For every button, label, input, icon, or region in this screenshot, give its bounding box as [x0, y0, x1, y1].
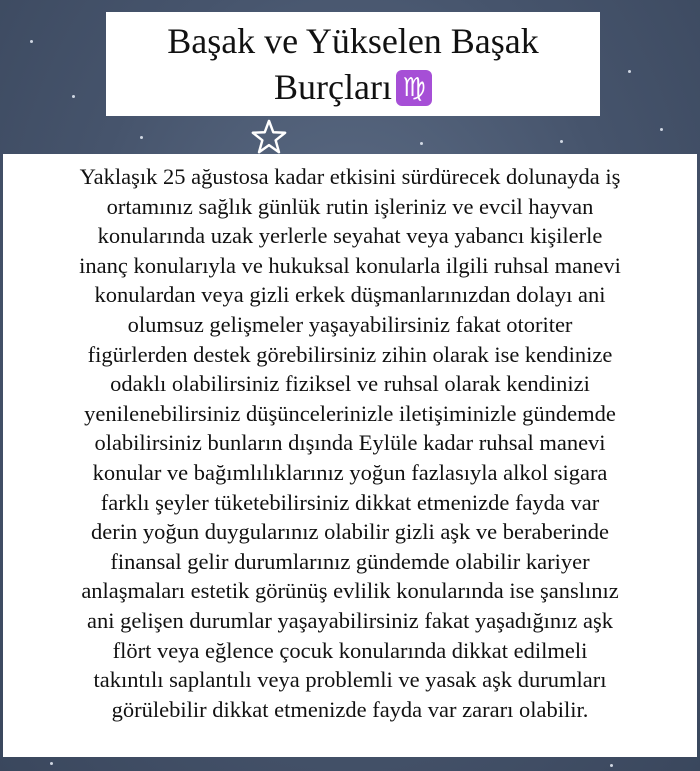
- text-line: olumsuz gelişmeler yaşayabilirsiniz fakat otoriter: [127, 311, 573, 337]
- text-line: konulardan veya gizli erkek düşmanlarınızdan dolayı ani: [94, 282, 606, 308]
- text-line: ani gelişen durumlar yaşayabilirsiniz fakat yaşadığınız aşk: [86, 607, 614, 633]
- virgo-icon: ♍: [396, 70, 432, 106]
- text-line: ortamınız sağlık günlük rutin işleriniz ve evcil hayvan: [106, 193, 594, 219]
- star-dot: [660, 128, 663, 131]
- text-line: farklı şeyler tüketebilirsiniz dikkat etmenizde fayda var: [100, 489, 600, 515]
- horoscope-text-panel: [3, 154, 697, 757]
- text-line: figürlerden destek görebilirsiniz zihin olarak ise kendinize: [87, 341, 613, 367]
- title-line-2: [106, 64, 600, 110]
- star-dot: [560, 140, 563, 143]
- text-line: Yaklaşık 25 ağustosa kadar etkisini sürdürecek dolunayda iş: [79, 164, 621, 189]
- star-dot: [50, 762, 53, 765]
- text-line: olabilirsiniz bunların dışında Eylüle kadar ruhsal manevi: [94, 430, 606, 456]
- star-dot: [420, 142, 423, 145]
- text-line: flört veya eğlence çocuk konularında dikkat edilmeli: [112, 637, 588, 663]
- title-card: [106, 12, 600, 116]
- text-line: konularında uzak yerlerle seyahat veya yabancı kişilerle: [97, 223, 603, 249]
- text-line: görülebilir dikkat etmenizde fayda var zararı olabilir.: [111, 696, 589, 722]
- text-line: yenilenebilirsiniz düşüncelerinizle iletişiminizle gündemde: [84, 400, 616, 426]
- star-dot: [30, 40, 33, 43]
- text-line: inanç konularıyla ve hukuksal konularla ilgili ruhsal manevi: [79, 252, 621, 278]
- title-line-2-text: Burçları: [274, 67, 392, 107]
- text-line: odaklı olabilirsiniz fiziksel ve ruhsal olarak kendinizi: [110, 371, 590, 397]
- text-line: derin yoğun duygularınız olabilir gizli aşk ve beraberinde: [91, 519, 609, 545]
- title-line-1: Başak ve Yükselen Başak: [167, 21, 539, 61]
- text-line: finansal gelir durumlarınız gündemde olabilir kariyer: [110, 548, 590, 574]
- text-line: konular ve bağımlılıklarınız yoğun fazlasıyla alkol sigara: [92, 459, 608, 485]
- star-outline-icon: [250, 118, 288, 156]
- text-line: takıntılı saplantılı veya problemli ve yasak aşk durumları: [93, 667, 607, 693]
- text-line: anlaşmaları estetik görünüş evlilik konularında ise şanslınız: [81, 578, 619, 604]
- star-dot: [72, 95, 75, 98]
- star-dot: [610, 764, 613, 767]
- star-dot: [140, 136, 143, 139]
- star-dot: [628, 70, 631, 73]
